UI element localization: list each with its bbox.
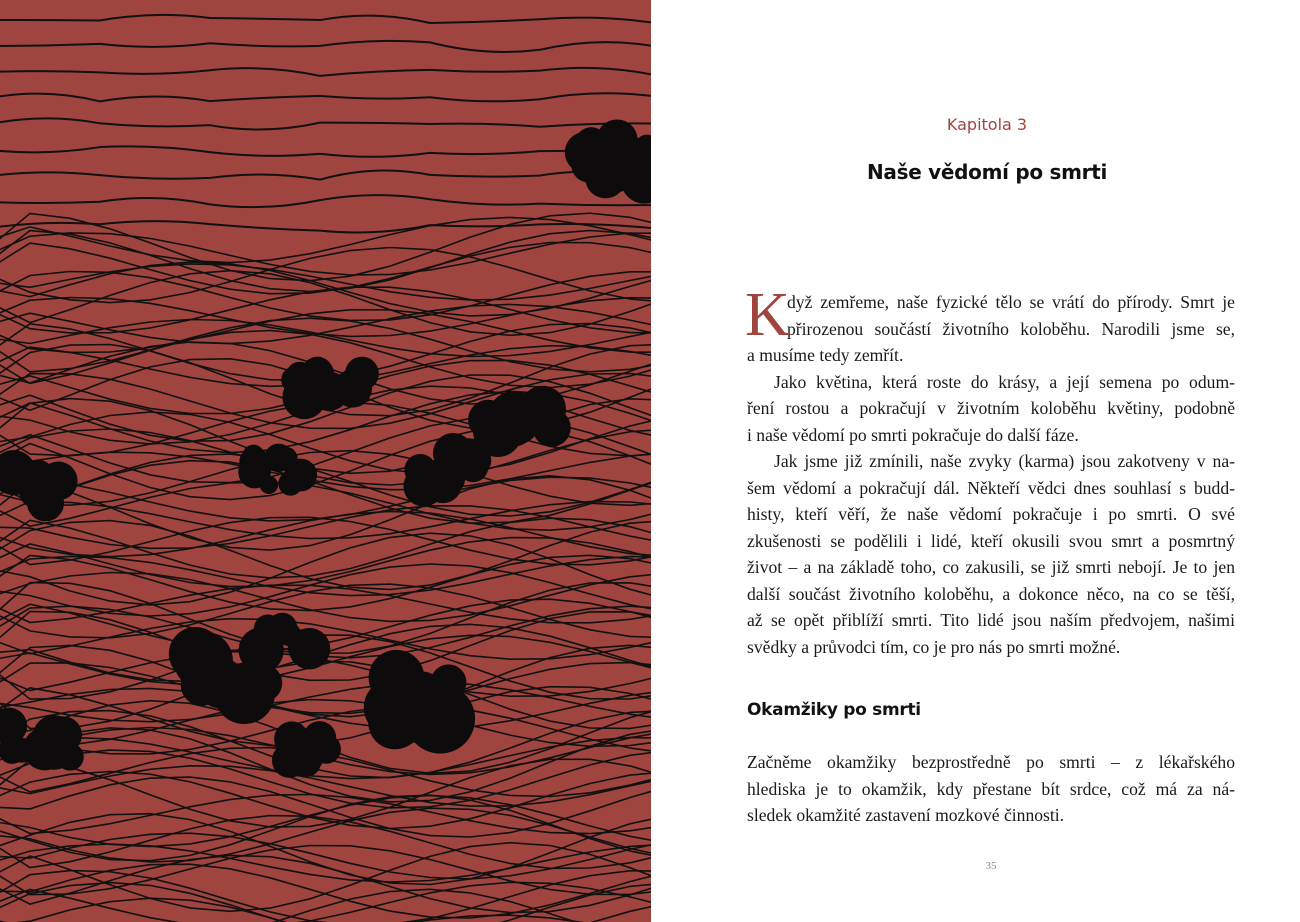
wave-line — [0, 15, 651, 23]
foam-crest — [10, 738, 34, 762]
text-line: svědky a průvodci tím, co je pro nás po smrti možné. — [747, 636, 1121, 657]
text-line: zkušenosti se podělili i lidé, kteří okusili svou smrt a posmrtný — [747, 530, 1235, 551]
wave-line — [0, 264, 651, 300]
wave-line — [0, 195, 651, 207]
wave-line — [0, 882, 651, 922]
foam-crest — [285, 370, 318, 403]
wave-line — [0, 518, 651, 578]
foam-crest — [298, 745, 323, 770]
foam-crest — [254, 614, 282, 642]
text-line: Jako květina, která roste do krásy, a její semena po odum- — [774, 371, 1235, 392]
text-line: dyž zemřeme, naše fyzické tělo se vrátí do přírody. Smrt je — [787, 292, 1235, 312]
text-line: a musíme tedy zemřít. — [747, 345, 904, 365]
text-line: Jak jsme již zmínili, naše zvyky (karma) jsou zakotveny v na- — [774, 451, 1235, 471]
text-line: až se opět přiblíží smrti. Tito lidé jsou naším předvojem, našimi — [747, 610, 1235, 630]
chapter-body — [745, 281, 1235, 660]
wave-line — [0, 146, 651, 157]
drop-cap: K — [745, 281, 790, 349]
foam-crest — [289, 728, 309, 748]
wave-line — [0, 221, 651, 232]
text-line: histy, kteří věří, že naše vědomí pokračuje i po smrti. O své — [747, 504, 1235, 524]
foam-crest — [277, 623, 301, 647]
foam-crest — [241, 446, 266, 471]
wave-line — [0, 501, 651, 538]
text-line: Začněme okamžiky bezprostředně po smrti – z lékařského — [747, 752, 1235, 772]
text-line: další součást životního koloběhu, a dokonce něco, na co se těší, — [747, 583, 1235, 604]
text-line: život – a na základě toho, co zakusili, se již smrti nebojí. Je to jen — [747, 557, 1235, 577]
wave-line — [0, 231, 651, 292]
foam-crest — [369, 686, 429, 746]
section-heading: Okamžiky po smrti — [747, 700, 921, 720]
text-line: přirozenou součástí životního koloběhu. Narodili jsme se, — [787, 318, 1235, 339]
text-line: i naše vědomí po smrti pokračuje do další fáze. — [747, 424, 1079, 445]
wave-line — [0, 844, 651, 882]
chapter-title: Naše vědomí po smrti — [866, 160, 1108, 184]
text-line: šem vědomí a pokračují dál. Někteří vědci dnes souhlasí s budd- — [747, 477, 1235, 498]
foam-crest — [27, 484, 64, 521]
wave-line — [0, 846, 651, 895]
foam-crest — [284, 459, 317, 492]
wave-line — [0, 883, 651, 922]
wave-line — [0, 915, 651, 922]
page-number: 35 — [985, 860, 997, 872]
chapter-label: Kapitola 3 — [946, 115, 1028, 134]
wave-line — [0, 118, 651, 129]
section-body — [747, 749, 1235, 829]
foam-crest — [448, 438, 489, 479]
wave-line — [0, 93, 651, 101]
foam-crest — [181, 655, 231, 705]
wave-line — [0, 170, 651, 179]
wave-line — [0, 772, 651, 829]
foam-crest — [498, 397, 525, 424]
wave-line — [0, 41, 651, 52]
wave-line — [0, 454, 651, 516]
foam-crest — [334, 369, 372, 407]
foam-crest — [39, 743, 62, 766]
wave-line — [0, 233, 651, 275]
text-line: ření rostou a pokračují v životním koloběhu květiny, podobně — [747, 398, 1235, 418]
text-line: hlediska je to okamžik, kdy přestane bít srdce, což má za ná- — [747, 778, 1235, 799]
foam-crest — [585, 158, 626, 199]
wave-line — [0, 68, 651, 76]
text-line: sledek okamžité zastavení mozkové činnosti. — [747, 805, 1065, 825]
text-page — [651, 0, 1300, 922]
